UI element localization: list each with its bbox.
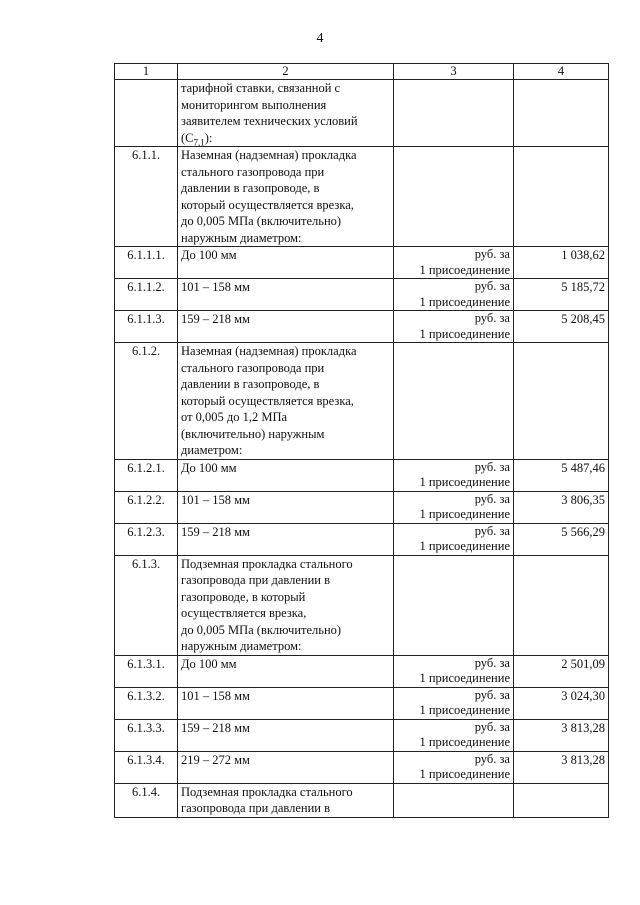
row-price: 3 813,28 <box>514 719 609 751</box>
row-number: 6.1.2.1. <box>115 459 178 491</box>
header-col-2: 2 <box>178 64 394 80</box>
table-row <box>115 783 609 817</box>
table-row <box>115 147 609 247</box>
row-unit <box>394 719 514 751</box>
row-unit <box>394 279 514 311</box>
row-description <box>178 655 394 687</box>
row-number: 6.1.1.2. <box>115 279 178 311</box>
description-line: наружным диаметром: <box>181 230 302 245</box>
row-description <box>178 523 394 555</box>
description-line: газопровода при давлении в <box>181 801 330 815</box>
row-price <box>514 343 609 460</box>
row-unit <box>394 343 514 460</box>
row-price <box>514 783 609 817</box>
row-price: 2 501,09 <box>514 655 609 687</box>
row-price: 1 038,62 <box>514 247 609 279</box>
description-line: До 100 мм <box>181 248 237 262</box>
description-line: осуществляется врезка, <box>181 606 307 620</box>
row-price: 3 813,28 <box>514 751 609 783</box>
row-unit <box>394 555 514 655</box>
description-line: который осуществляется врезка, <box>181 197 354 212</box>
row-number: 6.1.3.3. <box>115 719 178 751</box>
description-line: мониторингом выполнения <box>181 97 327 112</box>
row-unit <box>394 80 514 147</box>
description-line: 219 – 272 мм <box>181 752 250 767</box>
row-description <box>178 555 394 655</box>
row-number: 6.1.2.2. <box>115 491 178 523</box>
description-line: который осуществляется врезка, <box>181 393 354 408</box>
description-line: Наземная (надземная) прокладка <box>181 148 357 162</box>
row-description <box>178 459 394 491</box>
row-description <box>178 147 394 247</box>
unit-line-1: руб. за <box>474 655 510 670</box>
description-line: стального газопровода при <box>181 164 325 179</box>
table-row <box>115 491 609 523</box>
row-unit <box>394 751 514 783</box>
table-row <box>115 655 609 687</box>
row-unit <box>394 459 514 491</box>
row-description <box>178 311 394 343</box>
tariff-table <box>114 63 609 818</box>
table-row <box>115 523 609 555</box>
row-unit <box>394 523 514 555</box>
unit-line-1: руб. за <box>474 311 510 325</box>
table-row <box>115 80 609 147</box>
unit-line-1: руб. за <box>474 751 510 766</box>
row-price <box>514 555 609 655</box>
table-row <box>115 343 609 460</box>
table-row <box>115 687 609 719</box>
description-line: стального газопровода при <box>181 360 325 375</box>
description-line: (включительно) наружным <box>181 426 325 441</box>
row-number: 6.1.3.2. <box>115 687 178 719</box>
description-line: Подземная прокладка стального <box>181 556 353 571</box>
table-row <box>115 459 609 491</box>
row-number: 6.1.4. <box>115 783 178 817</box>
description-line: 101 – 158 мм <box>181 492 250 507</box>
unit-line-2: 1 присоединение <box>419 703 510 717</box>
description-line: заявителем технических условий <box>181 114 358 128</box>
description-line: газопроводе, в который <box>181 589 306 604</box>
page-number: 4 <box>316 31 324 46</box>
table-row <box>115 751 609 783</box>
description-line: до 0,005 МПа (включительно) <box>181 214 342 228</box>
row-unit <box>394 655 514 687</box>
row-number: 6.1.1. <box>115 147 178 247</box>
subscript: 7,1 <box>193 137 205 147</box>
description-line: диаметром: <box>181 443 243 457</box>
description-line: газопровода при давлении в <box>181 573 330 587</box>
unit-line-2: 1 присоединение <box>419 735 510 749</box>
row-description <box>178 687 394 719</box>
row-unit <box>394 147 514 247</box>
row-price: 5 185,72 <box>514 279 609 311</box>
table-row <box>115 719 609 751</box>
row-description <box>178 491 394 523</box>
description-line: наружным диаметром: <box>181 639 302 653</box>
description-line: от 0,005 до 1,2 МПа <box>181 410 288 424</box>
row-description <box>178 80 394 147</box>
unit-line-1: руб. за <box>474 523 510 538</box>
description-line: 101 – 158 мм <box>181 688 250 703</box>
row-unit <box>394 783 514 817</box>
row-description <box>178 343 394 460</box>
description-line: Подземная прокладка стального <box>181 784 353 799</box>
row-description <box>178 751 394 783</box>
header-row <box>115 64 609 80</box>
unit-line-1: руб. за <box>474 279 510 293</box>
description-line: До 100 мм <box>181 460 237 475</box>
row-description <box>178 247 394 279</box>
unit-line-2: 1 присоединение <box>419 539 510 553</box>
row-description <box>178 719 394 751</box>
row-description <box>178 783 394 817</box>
table-row <box>115 311 609 343</box>
unit-line-1: руб. за <box>474 459 510 474</box>
row-unit <box>394 247 514 279</box>
table-row <box>115 279 609 311</box>
header-col-1: 1 <box>115 64 178 80</box>
description-line: тарифной ставки, связанной с <box>181 81 341 95</box>
row-price: 3 024,30 <box>514 687 609 719</box>
row-number: 6.1.2. <box>115 343 178 460</box>
table-row <box>115 555 609 655</box>
row-unit <box>394 311 514 343</box>
description-line: 159 – 218 мм <box>181 720 250 735</box>
description-line: давлении в газопроводе, в <box>181 377 320 391</box>
row-price <box>514 80 609 147</box>
row-number: 6.1.3.1. <box>115 655 178 687</box>
row-number <box>115 80 178 147</box>
row-number: 6.1.2.3. <box>115 523 178 555</box>
row-price <box>514 147 609 247</box>
unit-line-2: 1 присоединение <box>419 475 510 489</box>
header-col-4: 4 <box>514 64 609 80</box>
table-row <box>115 247 609 279</box>
row-price: 5 487,46 <box>514 459 609 491</box>
unit-line-1: руб. за <box>474 719 510 734</box>
unit-line-2: 1 присоединение <box>419 671 510 685</box>
row-description <box>178 279 394 311</box>
description-line: до 0,005 МПа (включительно) <box>181 622 342 637</box>
unit-line-1: руб. за <box>474 687 510 702</box>
row-price: 3 806,35 <box>514 491 609 523</box>
description-line: До 100 мм <box>181 656 237 671</box>
description-line: 101 – 158 мм <box>181 280 250 294</box>
description-line: $(С_{7,1})$: <box>181 130 213 147</box>
row-unit <box>394 491 514 523</box>
description-line: давлении в газопроводе, в <box>181 181 320 195</box>
row-number: 6.1.3.4. <box>115 751 178 783</box>
row-number: 6.1.3. <box>115 555 178 655</box>
unit-line-2: 1 присоединение <box>419 326 510 341</box>
row-price: 5 566,29 <box>514 523 609 555</box>
unit-line-2: 1 присоединение <box>419 262 510 277</box>
unit-line-1: руб. за <box>474 491 510 506</box>
header-col-3: 3 <box>394 64 514 80</box>
description-line: Наземная (надземная) прокладка <box>181 344 357 358</box>
row-number: 6.1.1.1. <box>115 247 178 279</box>
row-price: 5 208,45 <box>514 311 609 343</box>
unit-line-2: 1 присоединение <box>419 507 510 521</box>
unit-line-1: руб. за <box>474 247 510 261</box>
unit-line-2: 1 присоединение <box>419 767 510 781</box>
unit-line-2: 1 присоединение <box>419 294 510 309</box>
row-number: 6.1.1.3. <box>115 311 178 343</box>
row-unit <box>394 687 514 719</box>
description-line: 159 – 218 мм <box>181 524 250 539</box>
description-line: 159 – 218 мм <box>181 312 250 326</box>
